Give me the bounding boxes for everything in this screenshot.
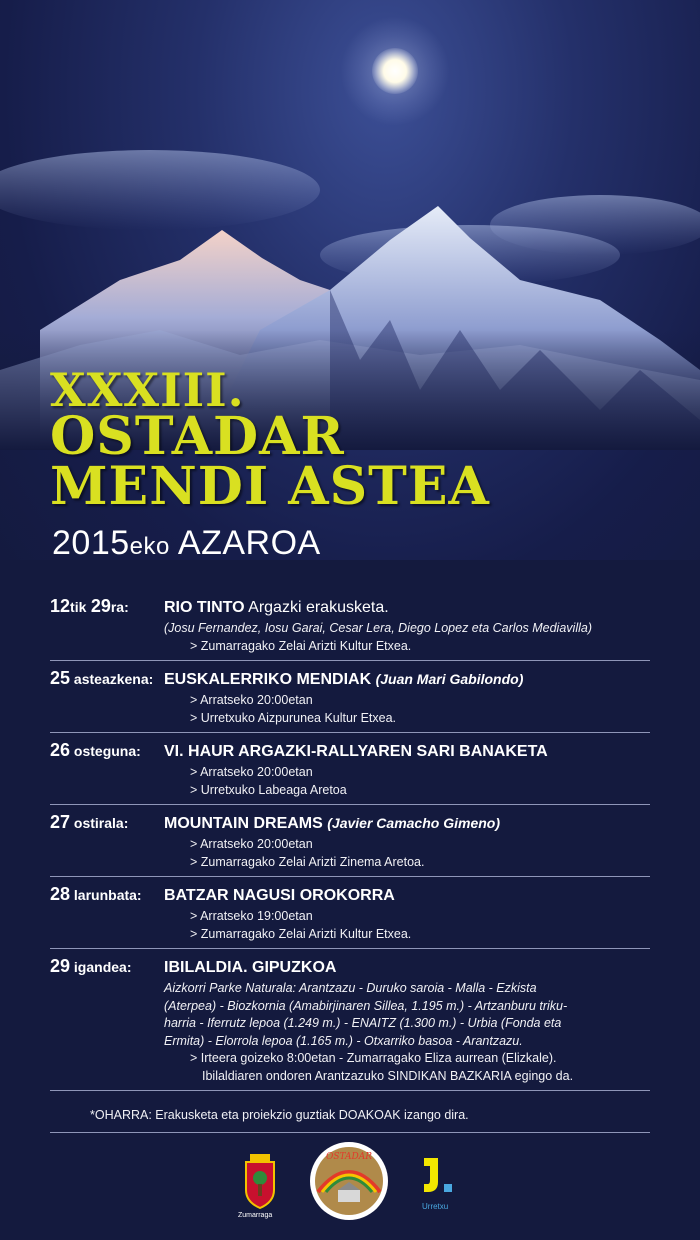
event-people: (Josu Fernandez, Iosu Garai, Cesar Lera, Diego Lopez eta Carlos Mediavilla)	[164, 621, 592, 635]
event-month	[52, 524, 321, 563]
route-description	[50, 980, 650, 1050]
ostadar-logo-label: OSTADAR	[325, 1152, 373, 1162]
event-location: > Zumarragako Zelai Arizti Kultur Etxea.	[190, 926, 412, 941]
event-date: 12tik 29ra:	[50, 596, 129, 616]
event-departure: > Irteera goizeko 8:00etan - Zumarragako Eliza aurrean (Elizkale).	[190, 1051, 557, 1065]
event-time: > Arratseko 19:00etan	[190, 909, 313, 923]
event-year: 2015	[52, 524, 130, 562]
event-date: 28 larunbata:	[50, 884, 142, 904]
event-year-suffix: eko	[129, 533, 170, 560]
event-date: 25 asteazkena:	[50, 668, 154, 688]
event-title: VI. HAUR ARGAZKI-RALLYAREN SARI BANAKETA	[164, 743, 548, 760]
free-entry-note: *OHARRA: Erakusketa eta proiekzio guztiak DOAKOAK izango dira.	[90, 1108, 469, 1122]
title-mendi-astea: MENDI ASTEA	[50, 456, 490, 517]
title-ostadar: OSTADAR	[50, 406, 345, 467]
event-location: > Urretxuko Aizpurunea Kultur Etxea.	[190, 710, 397, 725]
event-item	[50, 668, 650, 733]
event-location: > Zumarragako Zelai Arizti Zinema Aretoa.	[190, 854, 425, 869]
route-line: harria - Iferrutz lepoa (1.249 m.) - ENAITZ (1.300 m.) - Urbia (Fonda eta	[164, 1016, 562, 1030]
event-author: (Javier Camacho Gimeno)	[327, 815, 500, 831]
ostadar-logo	[310, 1142, 388, 1220]
event-date: 29 igandea:	[50, 956, 132, 976]
edition-number: XXXIII.	[50, 363, 245, 417]
event-title: MOUNTAIN DREAMS (Javier Camacho Gimeno)	[164, 815, 500, 832]
event-title: BATZAR NAGUSI OROKORRA	[164, 887, 395, 904]
event-location: > Zumarragako Zelai Arizti Kultur Etxea.	[190, 638, 412, 653]
event-item	[50, 956, 650, 1091]
event-item	[50, 740, 650, 805]
event-location: > Urretxuko Labeaga Aretoa	[190, 782, 347, 797]
sponsor-logos	[0, 1140, 700, 1230]
event-date: 27 ostirala:	[50, 812, 129, 832]
event-time: > Arratseko 20:00etan	[190, 693, 313, 707]
event-author: (Juan Mari Gabilondo)	[375, 671, 524, 687]
cloud-left	[0, 150, 320, 230]
urretxu-logo-icon	[420, 1156, 460, 1196]
moon	[372, 48, 418, 94]
event-month-name: AZAROA	[177, 524, 321, 562]
route-line: (Aterpea) - Biozkornia (Amabirjinaren Sillea, 1.195 m.) - Artzanburu triku-	[164, 998, 568, 1013]
event-item	[50, 812, 650, 877]
event-item	[50, 596, 650, 661]
event-title: EUSKALERRIKO MENDIAK (Juan Mari Gabilondo)	[164, 671, 524, 688]
event-date: 26 osteguna:	[50, 740, 141, 760]
event-lunch: Ibilaldiaren ondoren Arantzazuko SINDIKAN BAZKARIA egingo da.	[202, 1068, 574, 1083]
events-list	[50, 596, 650, 1098]
zumarraga-coat-of-arms-icon	[242, 1152, 278, 1214]
event-title: RIO TINTO Argazki erakusketa.	[164, 599, 389, 616]
event-time: > Arratseko 20:00etan	[190, 765, 313, 779]
urretxu-label: Urretxu	[422, 1202, 449, 1211]
route-line: Ermita) - Elorrola lepoa (1.165 m.) - Otxarriko basoa - Arantzazu.	[164, 1033, 523, 1048]
event-time: > Arratseko 20:00etan	[190, 837, 313, 851]
route-line: Aizkorri Parke Naturala: Arantzazu - Duruko saroia - Malla - Ezkista	[164, 981, 537, 995]
event-title: IBILALDIA. GIPUZKOA	[164, 959, 337, 976]
divider	[50, 1132, 650, 1133]
title-block	[50, 363, 490, 517]
event-item	[50, 884, 650, 949]
zumarraga-label: Zumarraga	[238, 1212, 273, 1219]
